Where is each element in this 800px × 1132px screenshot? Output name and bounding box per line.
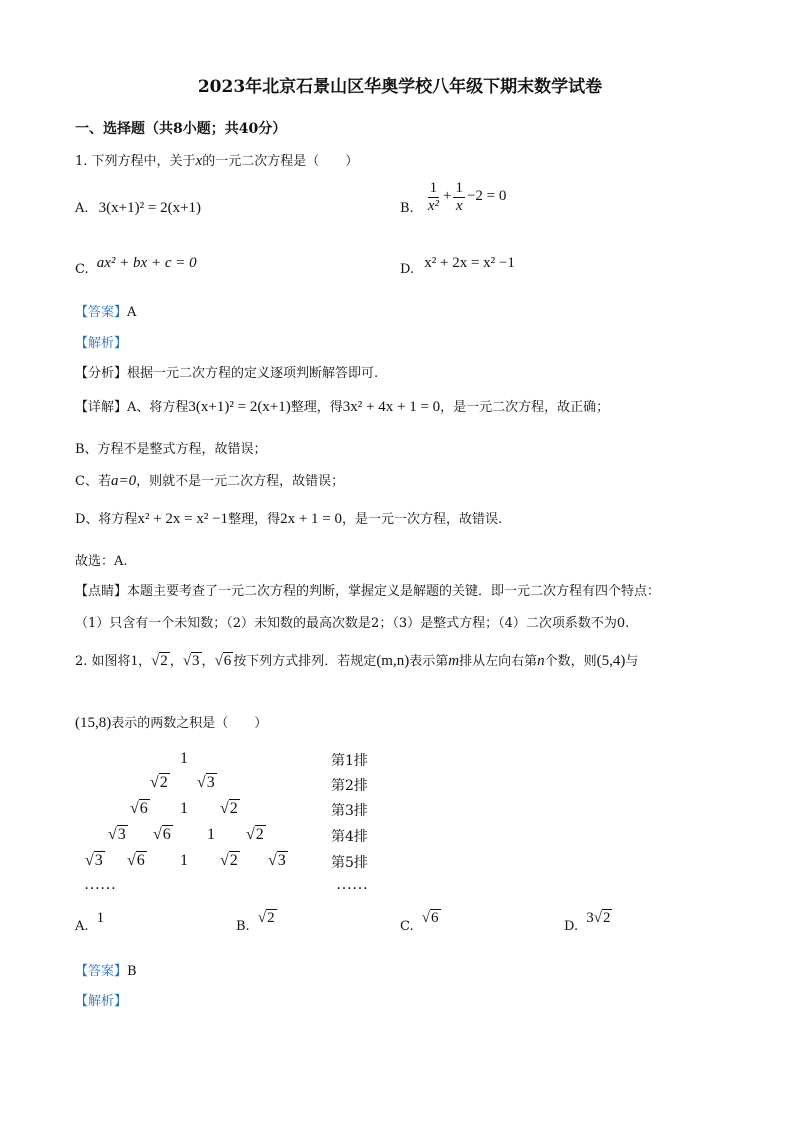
- line-c-post: ，则就不是一元二次方程，故错误；: [136, 474, 345, 489]
- q2-yu: 与: [625, 654, 639, 669]
- tri-r4-3: 1: [207, 826, 215, 843]
- xiangjie-tag: 【详解】: [75, 400, 128, 415]
- q1-option-b-frac2: [453, 180, 465, 214]
- q2-option-d-sqrt: √2: [593, 910, 611, 926]
- radicand: 6: [223, 653, 232, 669]
- q2-analysis-tag: 【解析】: [75, 994, 128, 1009]
- q2-stem-mid4: 个数，则: [544, 654, 597, 669]
- dianjing-text: 本题主要考查了一元二次方程的判断，掌握定义是解题的关键．即一元二次方程有四个特点：: [127, 584, 661, 599]
- q2-option-d-label: D.: [564, 919, 579, 934]
- frac-denominator: x: [455, 197, 463, 214]
- tri-r3-3: √2: [220, 800, 238, 817]
- q1-stem-post: 的一元二次方程是（ ）: [202, 154, 359, 169]
- row-label-4: 第4排: [331, 829, 368, 845]
- radicand: 3: [277, 852, 286, 869]
- tri-r4-1: √3: [108, 826, 126, 843]
- q1-option-b: [400, 180, 507, 217]
- page-title: 2023年北京石景山区华奥学校八年级下期末数学试卷: [197, 77, 603, 97]
- answer-value: B: [127, 964, 137, 979]
- fenxi-text: 根据一元二次方程的定义逐项判断解答即可.: [127, 366, 379, 381]
- answer-tag: 【答案】: [75, 964, 128, 979]
- row-label-5: 第5排: [331, 855, 368, 871]
- radicand: 3: [117, 826, 126, 843]
- q1-choose: 故选：A.: [75, 554, 128, 569]
- tri-r2-1: √2: [150, 774, 168, 791]
- tri-r4-2: √6: [153, 826, 171, 843]
- q1-xiangjie: [75, 396, 609, 416]
- radicand: 2: [602, 910, 611, 926]
- radicand: 2: [160, 653, 168, 669]
- q1-stem-var: x: [195, 153, 203, 169]
- q1-option-d-eq: x² + 2x = x² −1: [424, 255, 515, 271]
- radicand: 3: [192, 653, 200, 669]
- row-label-2: 第2排: [331, 778, 368, 794]
- tri-r5-2: √6: [127, 852, 145, 869]
- radicand: 6: [139, 800, 148, 817]
- tri-r5-3: 1: [180, 852, 188, 869]
- q1-option-a-eq: 3(x+1)² = 2(x+1): [98, 200, 202, 216]
- q2-stem-mid3: 排从左向右第: [459, 654, 538, 669]
- row-label-3: 第3排: [331, 803, 368, 819]
- q1-line-d: [75, 508, 502, 528]
- q2-stem-end: 表示的两数之积是（ ）: [111, 716, 268, 731]
- answer-value: A: [127, 305, 137, 320]
- q2-sqrt-2: √2: [151, 653, 168, 669]
- radicand: 6: [136, 852, 145, 869]
- q1-stem-pre: 1. 下列方程中，关于: [75, 154, 196, 169]
- q1-option-a: [75, 200, 201, 217]
- q1-option-b-frac1: [426, 180, 441, 214]
- tri-r4-4: √2: [246, 826, 264, 843]
- plus-sign: +: [442, 188, 452, 205]
- line-c-eq: a=0: [110, 473, 137, 489]
- section-heading: 一、选择题（共8小题；共40分）: [75, 121, 287, 137]
- line-d-pre: D、将方程: [75, 512, 138, 527]
- q2-option-b-label: B.: [236, 919, 250, 934]
- q1-option-d: [400, 255, 515, 277]
- q2-stem-line1: [75, 650, 638, 670]
- tri-r5-1: √3: [85, 852, 103, 869]
- tri-r1-1: 1: [180, 750, 188, 767]
- row-label-1: 第1排: [331, 753, 368, 769]
- q1-answer: [75, 301, 136, 320]
- q1-fenxi: [75, 362, 378, 381]
- q2-stem-pre: 2. 如图将: [75, 654, 131, 669]
- radicand: 3: [206, 774, 215, 791]
- q2-sqrt-6: √6: [214, 653, 232, 669]
- radicand: 2: [229, 852, 238, 869]
- tri-r3-2: 1: [180, 800, 188, 817]
- q2-option-d-coef: 3: [586, 910, 594, 926]
- q2-sqrt-3: √3: [182, 653, 200, 669]
- q1-option-b-tail: −2 = 0: [466, 188, 507, 205]
- q2-stem-mid2: 表示第: [409, 654, 449, 669]
- q2-option-d: [564, 910, 612, 934]
- radicand: 2: [255, 826, 264, 843]
- q1-features: （1）只含有一个未知数；（2）未知数的最高次数是2；（3）是整式方程；（4）二次项系数不为0.: [75, 616, 630, 631]
- radicand: 6: [431, 910, 439, 926]
- frac-numerator: 1: [455, 180, 463, 196]
- q2-option-c: [400, 910, 441, 934]
- xiangjie-a-pre: A、将方程: [127, 400, 189, 415]
- q1-option-c: [75, 255, 197, 277]
- q2-option-c-label: C.: [400, 919, 414, 934]
- q1-option-c-eq: ax² + bx + c = 0: [96, 255, 197, 271]
- q1-option-b-eq: [424, 180, 507, 214]
- line-d-eq2: 2x + 1 = 0: [280, 511, 342, 527]
- q2-stem-line2: [75, 712, 267, 732]
- radicand: 3: [94, 852, 103, 869]
- q1-stem: [75, 150, 358, 170]
- radicand: 2: [267, 910, 275, 926]
- q1-option-b-label: B.: [400, 201, 414, 217]
- q2-stem-mid: 按下列方式排列．若规定: [233, 654, 377, 669]
- q2-answer: [75, 960, 137, 979]
- radicand: 2: [229, 800, 238, 817]
- line-c-pre: C、若: [75, 474, 111, 489]
- q2-sep: ，: [169, 654, 183, 669]
- q2-option-a-value: 1: [96, 910, 105, 926]
- q2-mn: (m,n): [376, 653, 410, 669]
- tri-dots: ……: [84, 876, 116, 893]
- dianjing-tag: 【点睛】: [75, 584, 128, 599]
- q2-option-a-label: A.: [75, 919, 89, 934]
- analysis-tag: 【解析】: [75, 336, 128, 351]
- q2-p158: (15,8): [75, 715, 112, 731]
- q1-line-c: [75, 470, 344, 490]
- row-dots: ……: [336, 876, 368, 893]
- frac-denominator: x²: [427, 197, 439, 214]
- radicand: 6: [162, 826, 171, 843]
- tri-r2-2: √3: [197, 774, 215, 791]
- line-d-post: ，是一元一次方程，故错误.: [342, 512, 503, 527]
- q2-option-b: [236, 910, 277, 934]
- line-d-mid: 整理，得: [228, 512, 281, 527]
- q1-line-b: B、方程不是整式方程，故错误；: [75, 442, 267, 457]
- q2-n: n: [537, 653, 545, 669]
- q1-option-a-label: A.: [75, 201, 89, 216]
- q1-option-d-label: D.: [400, 262, 415, 277]
- q2-p54: (5,4): [596, 653, 626, 669]
- q2-sep: ，: [201, 654, 215, 669]
- xiangjie-a-mid: 整理，得: [290, 400, 343, 415]
- q2-option-a: [75, 910, 105, 934]
- q2-num-1: 1: [130, 653, 139, 669]
- answer-tag: 【答案】: [75, 305, 128, 320]
- frac-numerator: 1: [429, 180, 438, 196]
- q2-sep: ，: [138, 654, 152, 669]
- xiangjie-a-end: ，是一元二次方程，故正确；: [440, 400, 610, 415]
- tri-r5-4: √2: [220, 852, 238, 869]
- q2-option-c-value: √6: [421, 910, 439, 926]
- fenxi-tag: 【分析】: [75, 366, 128, 381]
- tri-r5-5: √3: [268, 852, 286, 869]
- xiangjie-a-eq2: 3x² + 4x + 1 = 0: [342, 399, 441, 415]
- q2-option-b-value: √2: [257, 910, 275, 926]
- xiangjie-a-eq: 3(x+1)² = 2(x+1): [188, 399, 291, 415]
- radicand: 2: [159, 774, 168, 791]
- line-d-eq: x² + 2x = x² −1: [137, 511, 229, 527]
- q1-option-c-label: C.: [75, 262, 89, 277]
- q2-m: m: [448, 653, 460, 669]
- q1-dianjing: [75, 580, 660, 599]
- tri-r3-1: √6: [130, 800, 148, 817]
